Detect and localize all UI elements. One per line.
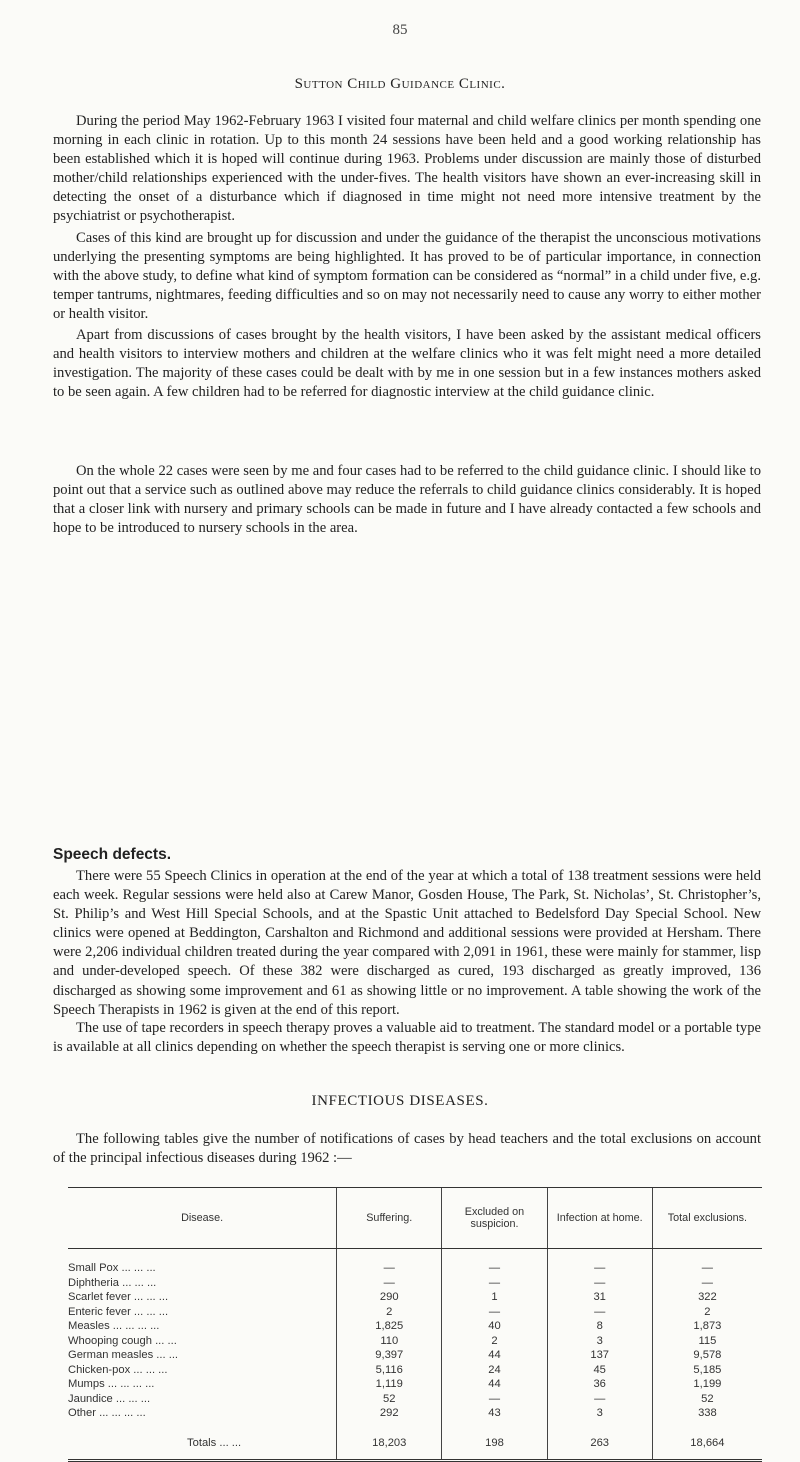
excluded-cell: — (442, 1261, 547, 1276)
paragraph-text: Apart from discussions of cases brought by the health visitors, I have been asked by the assistant medical officers and health visitors to interview mothers and children at the welfare clinics who it was felt might need a more detailed investigation. The majority of these cases could be dealt with by me in one session but in a few instances mothers asked to be seen again. A few children had to be referred for diagnostic interview at the child guidance clinic. (53, 327, 761, 401)
total-cell: 1,199 (652, 1377, 762, 1392)
excluded-cell: — (442, 1276, 547, 1291)
disease-name: Small Pox ... ... ... (68, 1262, 156, 1274)
suffering-cell: 1,825 (337, 1319, 442, 1334)
total-cell: 1,873 (652, 1319, 762, 1334)
total-cell: — (652, 1261, 762, 1276)
spacer-cell (337, 1421, 442, 1435)
paragraph-text: During the period May 1962-February 1963 I visited four maternal and child welfare clinics per month spending one morning in each clinic in rotation. Up to this month 24 sessions have been held and a good working relationship has been established which it is hoped will continue during 1963. Problems under discussion are mainly those of disturbed mother/child relationships experienced with the under-fives. The health visitors have shown an ever-increasing skill in detecting the onset of a disturbance which if diagnosed in time might not need more intensive treatment by the psychiatrist or psychotherapist. (53, 113, 761, 225)
table-totals-row (68, 1435, 762, 1461)
suffering-cell: 292 (337, 1406, 442, 1421)
spacer-cell (652, 1421, 762, 1435)
excluded-cell: — (442, 1305, 547, 1320)
total-cell: 2 (652, 1305, 762, 1320)
paragraph-text: On the whole 22 cases were seen by me and four cases had to be referred to the child guidance clinic. I should like to point out that a service such as outlined above may reduce the referrals to child guidance clinics considerably. It is hoped that a closer link with nursery and primary schools can be made in future and I have already contacted a few schools and hope to be introduced to nursery schools in the area. (53, 463, 761, 537)
infection-cell: 8 (547, 1319, 652, 1334)
table-row (68, 1276, 762, 1291)
paragraph-text: There were 55 Speech Clinics in operation at the end of the year at which a total of 138 treatment sessions were held each week. Regular sessions were held also at Carew Manor, Gosden House, The Park, St. Nicholas’, St. Christopher’s, St. Philip’s and West Hill Special Schools, and at the Spastic Unit attached to Bedelsford Day Special School. New clinics were opened at Beddington, Carshalton and Richmond and additional sessions were provided at Hersham. There were 2,206 individual children treated during the year compared with 2,091 in 1961, these were mainly for stammer, lisp and under-developed speech. Of these 382 were discharged as cured, 193 discharged as greatly improved, 136 discharged as showing some improvement and 61 as showing little or no improvement. A table showing the work of the Speech Therapists in 1962 is given at the end of this report. (53, 868, 761, 1018)
disease-name: Other ... ... ... ... (68, 1407, 146, 1419)
excluded-cell: 1 (442, 1290, 547, 1305)
total-cell: 18,664 (652, 1435, 762, 1461)
suffering-cell: 9,397 (337, 1348, 442, 1363)
total-cell: 322 (652, 1290, 762, 1305)
table-row (68, 1363, 762, 1378)
spacer-cell (68, 1249, 337, 1262)
header-excluded: Excluded on suspicion. (442, 1188, 547, 1249)
speech-paragraph-1 (53, 867, 761, 1020)
table-spacer-row (68, 1421, 762, 1435)
suffering-cell: 5,116 (337, 1363, 442, 1378)
infection-cell: 45 (547, 1363, 652, 1378)
table-row (68, 1261, 762, 1276)
disease-name: Jaundice ... ... ... (68, 1392, 151, 1405)
total-cell: — (652, 1276, 762, 1291)
infection-cell: 36 (547, 1377, 652, 1392)
table-row (68, 1377, 762, 1392)
paragraph-text: Cases of this kind are brought up for discussion and under the guidance of the therapist the unconscious motivations underlying the presenting symptoms are being highlighted. It has proved to be of particular importance, in connection with the above study, to define what kind of symptom formation can be considered as “normal” in a child under five, e.g. temper tantrums, nightmares, feeding difficulties and so on may not necessarily need to cause any worry to either mother or health visitor. (53, 230, 761, 323)
excluded-cell: 198 (442, 1435, 547, 1461)
page-number: 85 (392, 22, 408, 38)
speech-paragraph-2 (53, 1019, 761, 1057)
section-title: Sutton Child Guidance Clinic. (294, 76, 506, 92)
total-cell: 115 (652, 1334, 762, 1349)
paragraph-text: The following tables give the number of notifications of cases by head teachers and the total exclusions on account of the principal infectious diseases during 1962 :— (53, 1131, 761, 1167)
excluded-cell: 2 (442, 1334, 547, 1349)
spacer-cell (652, 1249, 762, 1262)
infection-cell: — (547, 1261, 652, 1276)
paragraph-text: The use of tape recorders in speech therapy proves a valuable aid to treatment. The standard model or a portable type is available at all clinics depending on whether the speech therapist is serving one or more clinics. (53, 1020, 761, 1056)
infection-cell: 263 (547, 1435, 652, 1461)
suffering-cell: 2 (337, 1305, 442, 1320)
excluded-cell: 40 (442, 1319, 547, 1334)
disease-name: Diphtheria ... ... ... (68, 1276, 157, 1289)
disease-name: Chicken-pox ... ... ... (68, 1363, 168, 1376)
disease-name: Measles ... ... ... ... (68, 1320, 160, 1332)
infection-cell: 31 (547, 1290, 652, 1305)
guidance-paragraph-3 (53, 326, 761, 402)
guidance-paragraph-4 (53, 462, 761, 538)
excluded-cell: 24 (442, 1363, 547, 1378)
guidance-paragraph-2 (53, 229, 761, 324)
table-row (68, 1348, 762, 1363)
table-body (68, 1249, 762, 1461)
speech-heading: Speech defects. (53, 846, 172, 863)
infection-cell: 137 (547, 1348, 652, 1363)
disease-name: Enteric fever ... ... ... (68, 1305, 169, 1318)
excluded-cell: — (442, 1392, 547, 1407)
table-row (68, 1392, 762, 1407)
spacer-cell (547, 1421, 652, 1435)
excluded-cell: 43 (442, 1406, 547, 1421)
suffering-cell: 1,119 (337, 1377, 442, 1392)
suffering-cell: 290 (337, 1290, 442, 1305)
infectious-intro (53, 1130, 761, 1168)
spacer-cell (337, 1249, 442, 1262)
disease-name: Mumps ... ... ... ... (68, 1378, 155, 1390)
totals-label: Totals ... ... (68, 1435, 337, 1461)
table-row (68, 1305, 762, 1320)
guidance-paragraph-1 (53, 112, 761, 227)
infection-cell: 3 (547, 1406, 652, 1421)
header-suffering: Suffering. (337, 1188, 442, 1249)
header-total-exclusions: Total exclusions. (652, 1188, 762, 1249)
suffering-cell: — (337, 1276, 442, 1291)
header-disease: Disease. (68, 1188, 337, 1249)
table-row (68, 1319, 762, 1334)
suffering-cell: — (337, 1261, 442, 1276)
total-cell: 338 (652, 1406, 762, 1421)
table-row (68, 1406, 762, 1421)
total-cell: 9,578 (652, 1348, 762, 1363)
infection-cell: — (547, 1276, 652, 1291)
spacer-cell (442, 1249, 547, 1262)
table-row (68, 1334, 762, 1349)
disease-name: German measles ... ... (68, 1349, 179, 1361)
infectious-heading: INFECTIOUS DISEASES. (311, 1093, 489, 1109)
excluded-cell: 44 (442, 1377, 547, 1392)
total-cell: 5,185 (652, 1363, 762, 1378)
infection-cell: — (547, 1305, 652, 1320)
table-row (68, 1290, 762, 1305)
infection-cell: — (547, 1392, 652, 1407)
suffering-cell: 52 (337, 1392, 442, 1407)
spacer-cell (547, 1249, 652, 1262)
excluded-cell: 44 (442, 1348, 547, 1363)
infectious-diseases-table (68, 1187, 762, 1462)
suffering-cell: 18,203 (337, 1435, 442, 1461)
spacer-cell (442, 1421, 547, 1435)
table-spacer-row (68, 1249, 762, 1262)
spacer-cell (68, 1421, 337, 1435)
disease-name: Scarlet fever ... ... ... (68, 1291, 169, 1303)
header-infection-at-home: Infection at home. (547, 1188, 652, 1249)
suffering-cell: 110 (337, 1334, 442, 1349)
table-header-row (68, 1188, 762, 1249)
infection-cell: 3 (547, 1334, 652, 1349)
disease-name: Whooping cough ... ... (68, 1334, 177, 1347)
total-cell: 52 (652, 1392, 762, 1407)
